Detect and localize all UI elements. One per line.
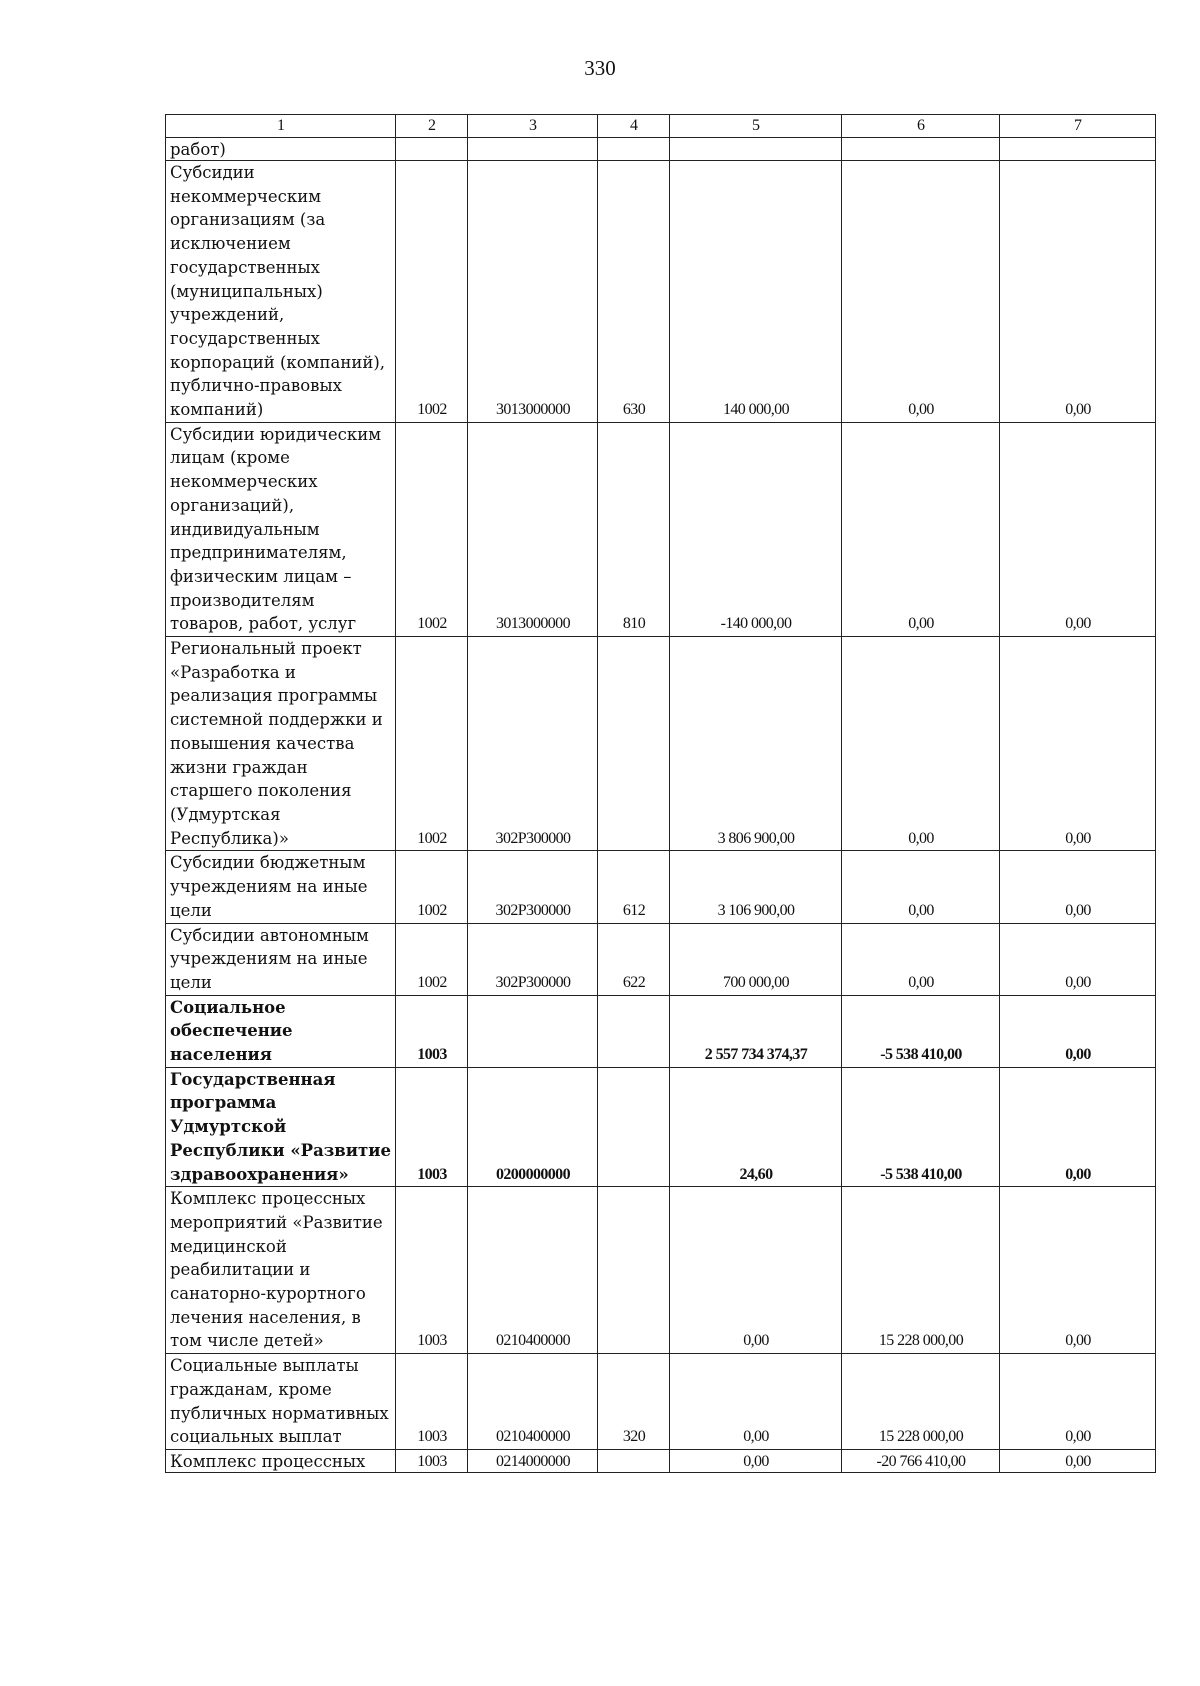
amount-col5 — [670, 138, 842, 161]
amount-col6: 0,00 — [842, 923, 1000, 995]
row-name: Субсидии бюджетным учреждениям на иные цели — [166, 851, 396, 923]
amount-col6: 0,00 — [842, 161, 1000, 423]
section-code: 1003 — [396, 1187, 468, 1354]
amount-col5: 140 000,00 — [670, 161, 842, 423]
amount-col5: 3 106 900,00 — [670, 851, 842, 923]
section-code: 1003 — [396, 1449, 468, 1472]
table-row — [166, 923, 1156, 995]
expense-type — [598, 1067, 670, 1187]
amount-col5: 0,00 — [670, 1449, 842, 1472]
amount-col7: 0,00 — [1000, 923, 1156, 995]
row-name: Государственная программа Удмуртской Республики «Развитие здравоохранения» — [166, 1067, 396, 1187]
amount-col6: -5 538 410,00 — [842, 1067, 1000, 1187]
amount-col5: 0,00 — [670, 1354, 842, 1450]
amount-col5: 24,60 — [670, 1067, 842, 1187]
amount-col7: 0,00 — [1000, 422, 1156, 636]
row-name: работ) — [166, 138, 396, 161]
row-name: Субсидии некоммерческим организациям (за исключением государственных (муниципальных) учреждений, государственных корпораций (компаний), публично-правовых компаний) — [166, 161, 396, 423]
amount-col6: 0,00 — [842, 422, 1000, 636]
header-cell: 7 — [1000, 115, 1156, 138]
header-cell: 6 — [842, 115, 1000, 138]
amount-col6: 0,00 — [842, 637, 1000, 851]
section-code: 1002 — [396, 161, 468, 423]
amount-col6: 15 228 000,00 — [842, 1187, 1000, 1354]
section-code: 1002 — [396, 422, 468, 636]
expense-type — [598, 1187, 670, 1354]
amount-col5: -140 000,00 — [670, 422, 842, 636]
section-code: 1002 — [396, 851, 468, 923]
target-article: 3013000000 — [468, 422, 598, 636]
header-cell: 5 — [670, 115, 842, 138]
amount-col6 — [842, 138, 1000, 161]
target-article: 0210400000 — [468, 1187, 598, 1354]
target-article: 3013000000 — [468, 161, 598, 423]
row-name: Комплекс процессных мероприятий «Развитие медицинской реабилитации и санаторно-курортного лечения населения, в том числе детей» — [166, 1187, 396, 1354]
amount-col6: -20 766 410,00 — [842, 1449, 1000, 1472]
target-article — [468, 995, 598, 1067]
expense-type: 612 — [598, 851, 670, 923]
table-header-row — [166, 115, 1156, 138]
target-article — [468, 138, 598, 161]
budget-table — [165, 114, 1156, 1473]
amount-col7: 0,00 — [1000, 1449, 1156, 1472]
amount-col5: 3 806 900,00 — [670, 637, 842, 851]
expense-type: 630 — [598, 161, 670, 423]
row-name: Комплекс процессных — [166, 1449, 396, 1472]
section-code: 1002 — [396, 637, 468, 851]
amount-col6: -5 538 410,00 — [842, 995, 1000, 1067]
row-name: Социальное обеспечение населения — [166, 995, 396, 1067]
amount-col7: 0,00 — [1000, 1067, 1156, 1187]
amount-col6: 0,00 — [842, 851, 1000, 923]
expense-type — [598, 138, 670, 161]
amount-col5: 0,00 — [670, 1187, 842, 1354]
header-cell: 1 — [166, 115, 396, 138]
table-row — [166, 1354, 1156, 1450]
amount-col7: 0,00 — [1000, 851, 1156, 923]
row-name: Социальные выплаты гражданам, кроме публичных нормативных социальных выплат — [166, 1354, 396, 1450]
amount-col7: 0,00 — [1000, 995, 1156, 1067]
expense-type: 622 — [598, 923, 670, 995]
expense-type: 810 — [598, 422, 670, 636]
amount-col7: 0,00 — [1000, 161, 1156, 423]
table-row — [166, 161, 1156, 423]
row-name: Субсидии автономным учреждениям на иные цели — [166, 923, 396, 995]
target-article: 302P300000 — [468, 923, 598, 995]
section-code — [396, 138, 468, 161]
table-row — [166, 138, 1156, 161]
table-row — [166, 1449, 1156, 1472]
amount-col5: 700 000,00 — [670, 923, 842, 995]
amount-col7: 0,00 — [1000, 1187, 1156, 1354]
table-row — [166, 422, 1156, 636]
target-article: 0214000000 — [468, 1449, 598, 1472]
section-code: 1002 — [396, 923, 468, 995]
target-article: 302P300000 — [468, 851, 598, 923]
section-code: 1003 — [396, 995, 468, 1067]
amount-col6: 15 228 000,00 — [842, 1354, 1000, 1450]
expense-type — [598, 995, 670, 1067]
amount-col7 — [1000, 138, 1156, 161]
row-name: Субсидии юридическим лицам (кроме некоммерческих организаций), индивидуальным предпринимателям, физическим лицам – производителям товаров, работ, услуг — [166, 422, 396, 636]
target-article: 302P300000 — [468, 637, 598, 851]
table-row — [166, 851, 1156, 923]
amount-col5: 2 557 734 374,37 — [670, 995, 842, 1067]
header-cell: 4 — [598, 115, 670, 138]
expense-type — [598, 637, 670, 851]
section-code: 1003 — [396, 1067, 468, 1187]
amount-col7: 0,00 — [1000, 637, 1156, 851]
section-code: 1003 — [396, 1354, 468, 1450]
amount-col7: 0,00 — [1000, 1354, 1156, 1450]
target-article: 0210400000 — [468, 1354, 598, 1450]
table-row — [166, 637, 1156, 851]
header-cell: 3 — [468, 115, 598, 138]
table-row — [166, 995, 1156, 1067]
page-number: 330 — [584, 56, 616, 80]
expense-type: 320 — [598, 1354, 670, 1450]
row-name: Региональный проект «Разработка и реализация программы системной поддержки и повышения качества жизни граждан старшего поколения (Удмуртская Республика)» — [166, 637, 396, 851]
table-row — [166, 1067, 1156, 1187]
header-cell: 2 — [396, 115, 468, 138]
table-row — [166, 1187, 1156, 1354]
expense-type — [598, 1449, 670, 1472]
target-article: 0200000000 — [468, 1067, 598, 1187]
